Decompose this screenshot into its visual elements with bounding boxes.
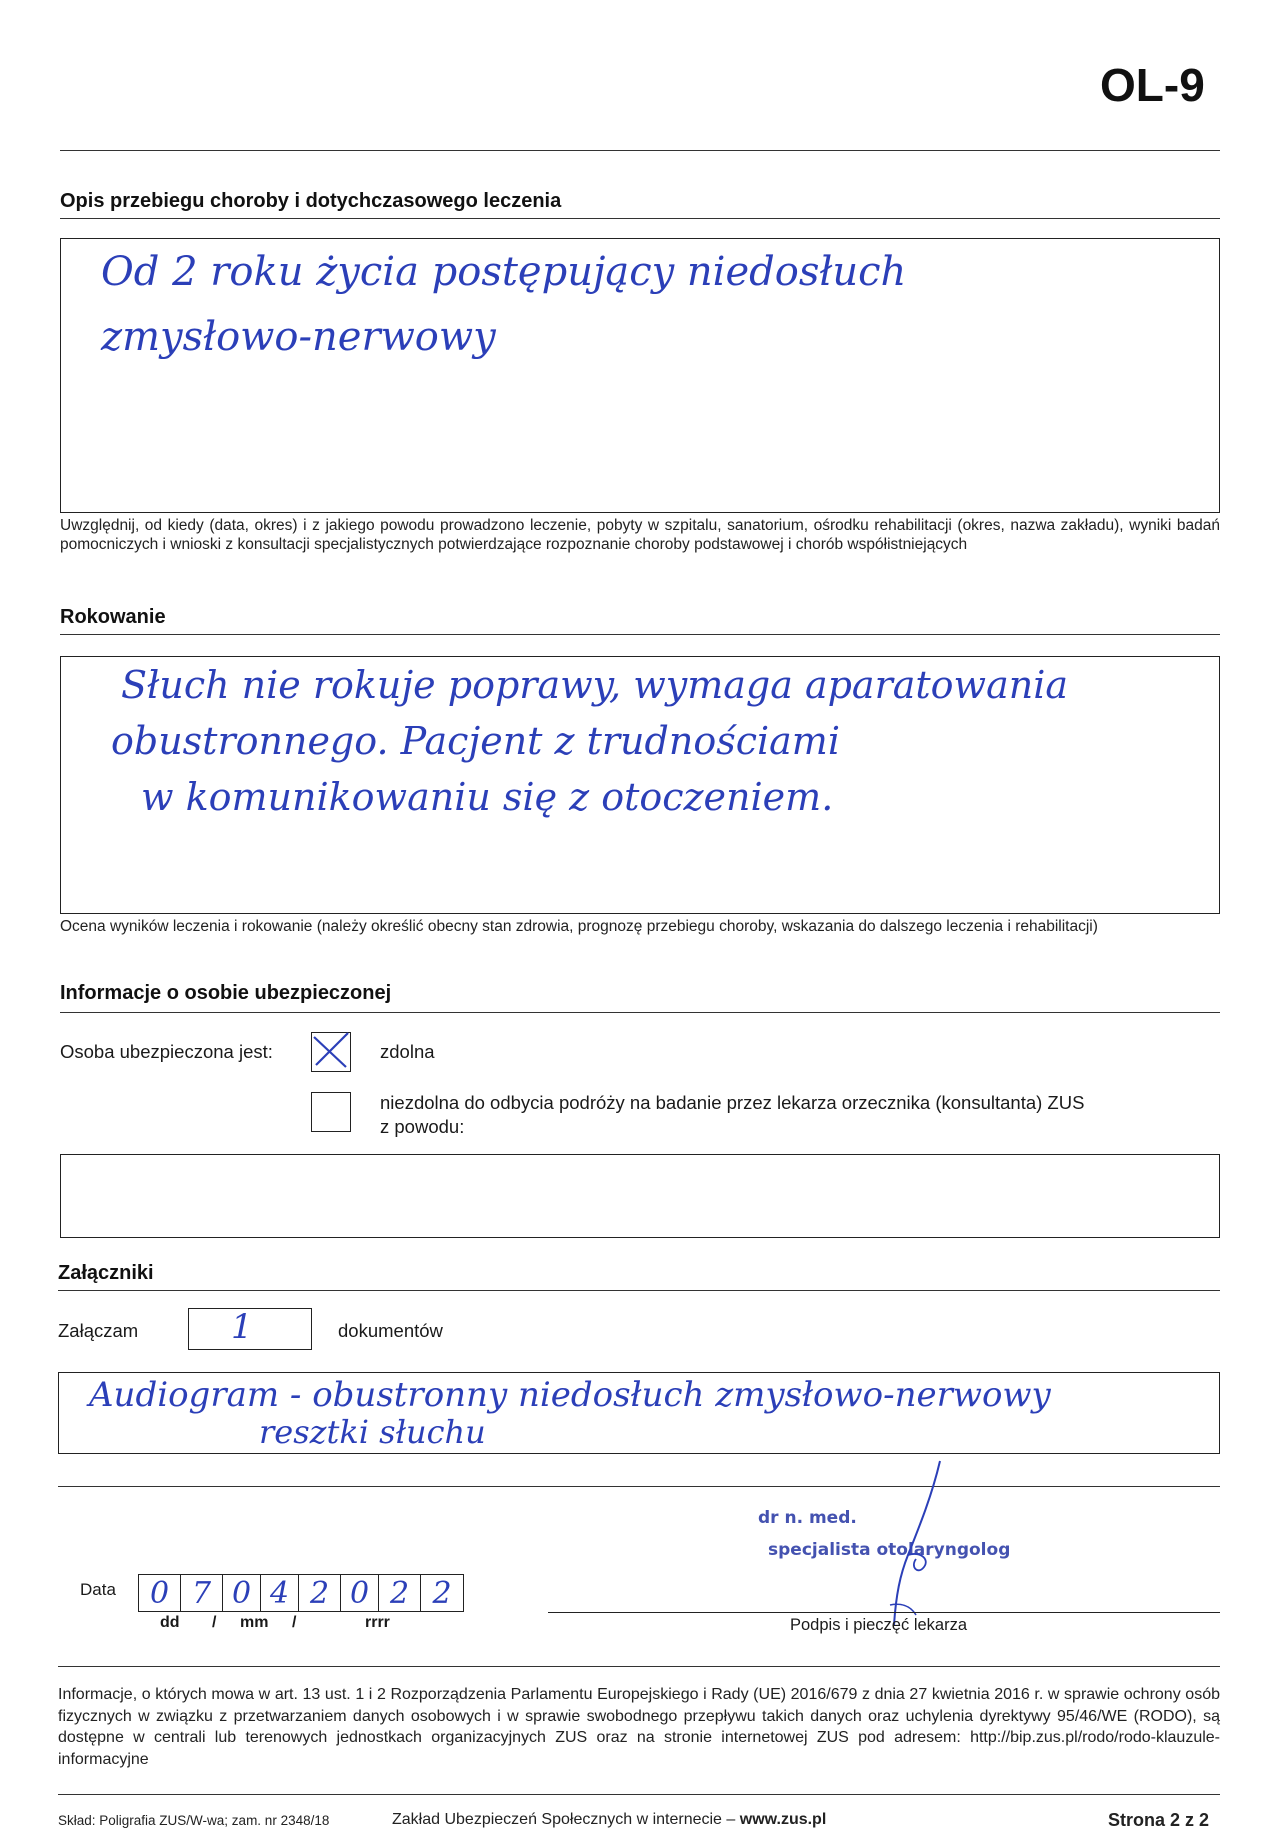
- signature-scribble-icon: [860, 1455, 980, 1635]
- date-digit: 2: [379, 1575, 421, 1611]
- checkbox-fit[interactable]: [311, 1032, 351, 1072]
- prognosis-handwriting-line2: obustronnego. Pacjent z trudnościami: [111, 719, 840, 763]
- attachments-handwriting-line1: Audiogram - obustronny niedosłuch zmysłowo-nerwowy: [89, 1375, 1051, 1415]
- date-format-mm: mm: [240, 1614, 269, 1631]
- section2-rule: [60, 634, 1220, 635]
- date-digit: 2: [432, 1575, 452, 1611]
- disease-course-hint: Uwzględnij, od kiedy (data, okres) i z jakiego powodu prowadzono leczenie, pobyty w szpitalu, sanatorium, ośrodku rehabilitacji (okres, nazwa zakładu), wyniki badań pomocniczych i wnioski z konsultacji specjalistycznych potwierdzające rozpoznanie choroby podstawowej i chorób współistniejących: [60, 517, 1220, 553]
- date-digit: 2: [299, 1575, 341, 1611]
- zus-website-link[interactable]: www.zus.pl: [739, 1811, 827, 1828]
- page-number: Strona 2 z 2: [1108, 1810, 1210, 1830]
- section-title-disease-course: Opis przebiegu choroby i dotychczasowego leczenia: [60, 190, 562, 212]
- zus-website-prefix: Zakład Ubezpieczeń Społecznych w internecie –: [392, 1811, 736, 1828]
- checkbox-unfit[interactable]: [311, 1092, 351, 1132]
- section3-rule: [60, 1012, 1220, 1013]
- option-unfit-label-line1: niezdolna do odbycia podróży na badanie przez lekarza orzecznika (konsultanta) ZUS: [380, 1092, 1085, 1113]
- date-digit: 4: [261, 1575, 299, 1611]
- date-digit: 0: [139, 1575, 181, 1611]
- section4-rule: [58, 1290, 1220, 1291]
- signature-label: Podpis i pieczęć lekarza: [790, 1616, 968, 1634]
- date-digit: 7: [181, 1575, 223, 1611]
- prognosis-hint: Ocena wyników leczenia i rokowanie (należy określić obecny stan zdrowia, prognozę przebiegu choroby, wskazania do dalszego leczenia i rehabilitacji): [60, 918, 1098, 935]
- disease-course-handwriting-line1: Od 2 roku życia postępujący niedosłuch: [101, 249, 907, 295]
- option-fit-label: zdolna: [380, 1041, 435, 1062]
- date-digit: 0: [223, 1575, 261, 1611]
- option-unfit-label-line2: z powodu:: [380, 1116, 465, 1137]
- doctor-stamp-line1: dr n. med.: [758, 1508, 857, 1528]
- insured-status-label: Osoba ubezpieczona jest:: [60, 1041, 273, 1062]
- unfit-reason-field[interactable]: [60, 1154, 1220, 1238]
- date-digit: 0: [341, 1575, 379, 1611]
- cross-mark-icon: [310, 1031, 350, 1071]
- attachments-description-field[interactable]: [58, 1372, 1220, 1454]
- date-format-dd: dd: [160, 1614, 180, 1631]
- date-format-sep2: /: [292, 1614, 297, 1631]
- attach-label: Załączam: [58, 1320, 139, 1341]
- legal-rule: [58, 1666, 1220, 1667]
- disease-course-field[interactable]: [60, 238, 1220, 513]
- prognosis-field[interactable]: [60, 656, 1220, 914]
- disease-course-handwriting-line2: zmysłowo-nerwowy: [101, 314, 496, 360]
- footer-rule: [58, 1794, 1220, 1795]
- section-title-attachments: Załączniki: [58, 1262, 154, 1284]
- prognosis-handwriting-line3: w komunikowaniu się z otoczeniem.: [141, 775, 834, 819]
- print-info: Skład: Poligrafia ZUS/W-wa; zam. nr 2348/18: [58, 1813, 330, 1828]
- section1-rule: [60, 218, 1220, 219]
- attach-suffix-label: dokumentów: [338, 1320, 443, 1341]
- section-title-prognosis: Rokowanie: [60, 606, 166, 628]
- legal-notice: Informacje, o których mowa w art. 13 ust. 1 i 2 Rozporządzenia Parlamentu Europejskiego i Rady (UE) 2016/679 z dnia 27 kwietnia 2016 r. w sprawie ochrony osób fizycznych w związku z przetwarzaniem danych osobowych i w sprawie swobodnego przepływu takich danych oraz uchylenia dyrektywy 95/46/WE (RODO), są dostępne w centrali lub terenowych jednostkach organizacyjnych ZUS oraz na stronie internetowej ZUS pod adresem: http://bip.zus.pl/rodo/rodo-klauzule-informacyjne: [58, 1686, 1220, 1768]
- signature-line: [548, 1612, 1220, 1613]
- date-format-yyyy: rrrr: [365, 1614, 390, 1631]
- date-label: Data: [80, 1580, 116, 1599]
- date-format-sep1: /: [212, 1614, 217, 1631]
- attachments-bottom-rule: [58, 1486, 1220, 1487]
- zus-website-text: [392, 1811, 826, 1829]
- attachments-handwriting-line2: resztki słuchu: [259, 1413, 486, 1451]
- doctor-stamp-line2: specjalista otolaryngolog: [768, 1540, 1011, 1560]
- form-code: OL-9: [1100, 59, 1205, 111]
- attach-count-field[interactable]: [188, 1308, 312, 1350]
- header-rule: [60, 150, 1220, 151]
- section-title-insured-info: Informacje o osobie ubezpieczonej: [60, 982, 392, 1004]
- prognosis-handwriting-line1: Słuch nie rokuje poprawy, wymaga aparatowania: [121, 663, 1069, 707]
- attach-count-handwriting: 1: [231, 1307, 253, 1347]
- date-field[interactable]: [138, 1574, 464, 1612]
